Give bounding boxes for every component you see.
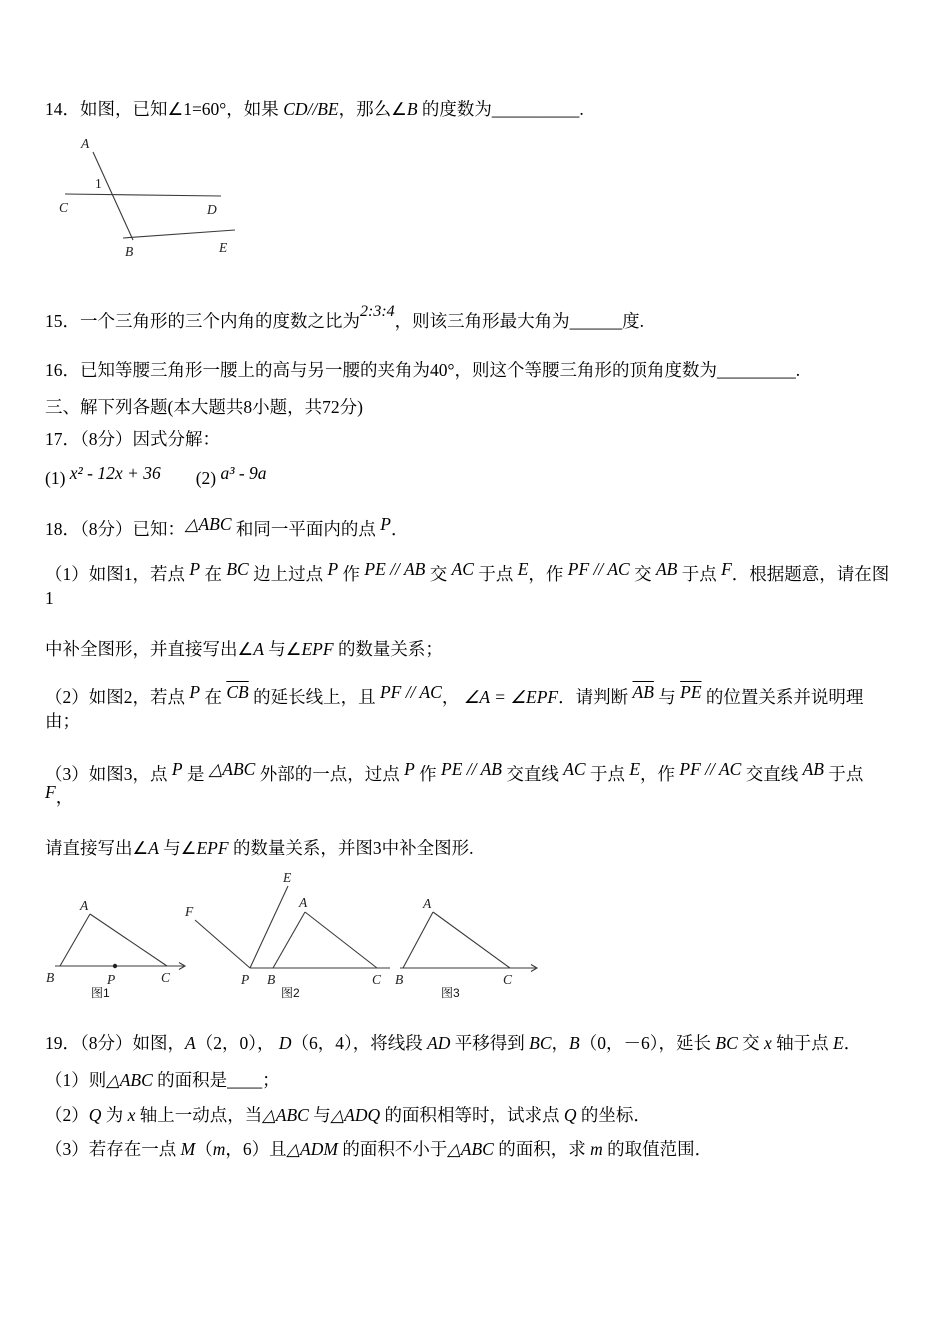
label-E: E <box>219 239 228 255</box>
label-F: F <box>185 904 194 920</box>
question-18-part3-line2: 请直接写出∠A 与∠EPF 的数量关系，并图3中补全图形. <box>45 837 474 858</box>
figure-q14 <box>53 132 293 264</box>
label-E: E <box>283 872 292 886</box>
label-A: A <box>299 895 308 911</box>
label-P: P <box>241 972 250 988</box>
label-B: B <box>395 972 404 988</box>
caption-fig2: 图2 <box>281 986 300 1001</box>
question-14-text: 14．如图，已知∠1=60°，如果 CD//BE，那么∠B 的度数为__________. <box>45 99 584 119</box>
label-C: C <box>161 970 171 986</box>
question-15-text: 15．一个三角形的三个内角的度数之比为2:3:4，则该三角形最大角为______度. <box>45 302 645 331</box>
figure-q18-3 <box>395 896 537 1000</box>
question-16-text: 16．已知等腰三角形一腰上的高与另一腰的夹角为40°，则这个等腰三角形的顶角度数为_________. <box>45 360 801 381</box>
question-17-items: (1) x² - 12x + 36 (2) a³ - 9a <box>45 463 267 489</box>
question-18-part3-line1: （3）如图3，点 P 是 △ABC 外部的一点，过点 P 作 PE // AB 交直线 AC 于点 E，作 PF // AC 交直线 AB 于点 F， <box>45 758 868 808</box>
label-angle-1: 1 <box>95 175 102 191</box>
label-C: C <box>372 972 382 988</box>
label-A: A <box>80 898 89 914</box>
label-C: C <box>503 972 513 988</box>
figure-q18-1 <box>46 898 185 1000</box>
caption-fig1: 图1 <box>91 986 110 1001</box>
label-P: P <box>107 972 116 988</box>
label-A: A <box>81 135 90 151</box>
label-C: C <box>59 199 69 215</box>
line-CD <box>65 194 221 196</box>
label-D: D <box>207 201 217 217</box>
question-18-part1-line1: （1）如图1，若点 P 在 BC 边上过点 P 作 PE // AB 交 AC 于点 E，作 PF // AC 交 AB 于点 F．根据题意，请在图1 <box>45 559 890 608</box>
question-18-part1-line2: 中补全图形，并直接写出∠A 与∠EPF 的数量关系； <box>45 638 443 659</box>
label-B: B <box>267 972 276 988</box>
question-18-part2: （2）如图2，若点 P 在 $\overline{CB}$ 的延长线上，且 PF // AC， ∠A = ∠EPF．请判断 $\overline{AB}$ 与 $\overline{PE}$ 的位置关系并说明理由； <box>45 682 864 731</box>
question-18-text: 18．（8分）已知：△ABC 和同一平面内的点 P． <box>45 513 409 539</box>
question-17-text: 17．（8分）因式分解： <box>45 428 220 449</box>
caption-fig3: 图3 <box>441 986 460 1001</box>
line-AB <box>93 152 133 240</box>
question-19-text: 19．（8分）如图，A（2，0）， D（6，4），将线段 AD 平移得到 BC，B（0，－6），延长 BC 交 x 轴于点 E． <box>45 1033 862 1054</box>
point-P <box>113 964 117 968</box>
section-3-header: 三、解下列各题(本大题共8小题，共72分) <box>45 396 363 417</box>
question-19-part2: （2）Q 为 x 轴上一动点，当△ABC 与△ADQ 的面积相等时，试求点 Q 的坐标． <box>45 1104 651 1125</box>
line-BE <box>123 230 235 238</box>
label-B: B <box>125 243 134 259</box>
figure-q18 <box>45 872 575 1000</box>
question-19-part3: （3）若存在一点 M（m，6）且△ADM 的面积不小于△ABC 的面积，求 m 的取值范围． <box>45 1139 713 1160</box>
figure-q18-2 <box>184 872 390 1000</box>
label-A: A <box>423 896 432 912</box>
question-19-part1: （1）则△ABC 的面积是____； <box>45 1070 280 1090</box>
label-B: B <box>46 970 55 986</box>
